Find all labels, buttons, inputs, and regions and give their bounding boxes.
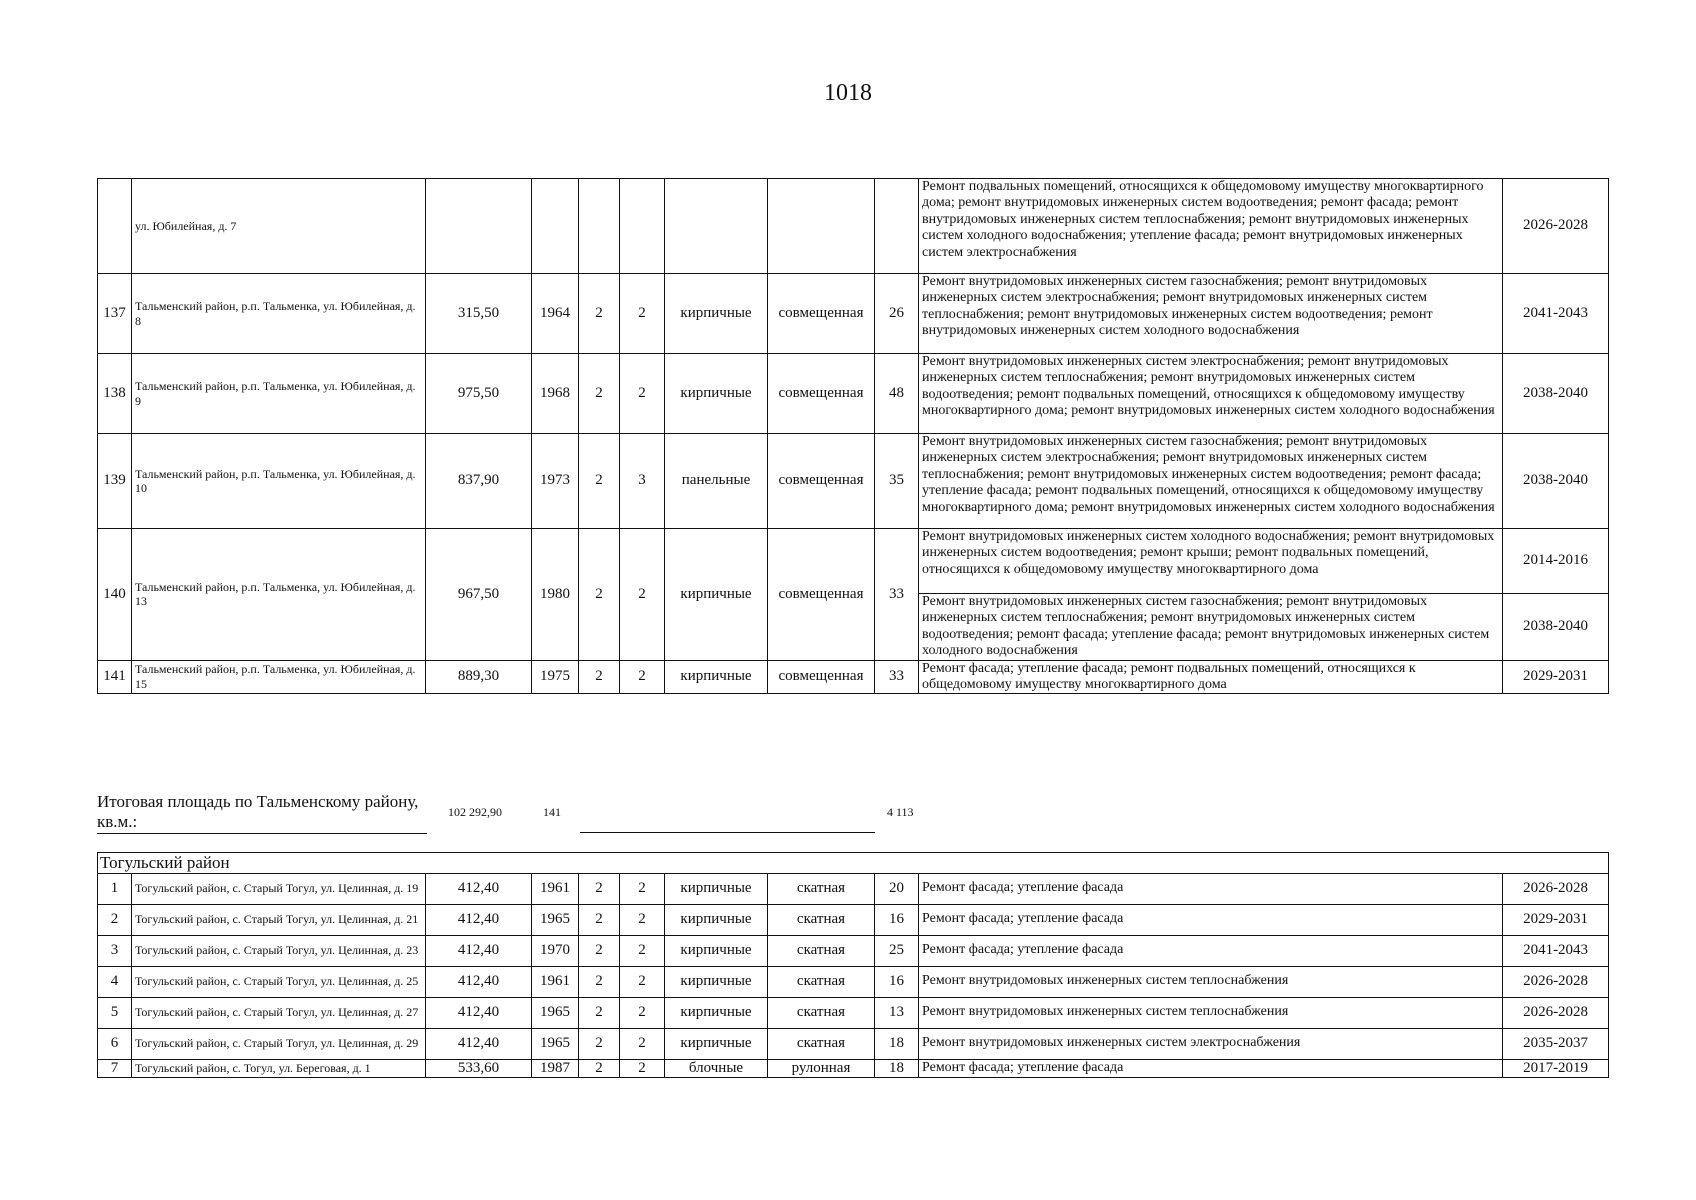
address-cell: Тальменский район, р.п. Тальменка, ул. Юбилейная, д. 9 bbox=[132, 354, 426, 434]
floors-cell: 2 bbox=[579, 529, 620, 661]
address-cell: Тальменский район, р.п. Тальменка, ул. Юбилейная, д. 15 bbox=[132, 660, 426, 694]
table-row bbox=[98, 904, 1609, 935]
year-cell: 1970 bbox=[532, 935, 579, 966]
works-cell: Ремонт внутридомовых инженерных систем холодного водоснабжения; ремонт внутридомовых инженерных систем водоотведения; ремонт крыши; ремонт подвальных помещений, относящихся к общедомовому имуществу многоквартирного дома bbox=[919, 529, 1503, 594]
walls-cell: кирпичные bbox=[665, 997, 768, 1028]
apartments-cell: 20 bbox=[875, 873, 919, 904]
row-number: 139 bbox=[98, 434, 132, 529]
address-cell: Тогульский район, с. Старый Тогул, ул. Целинная, д. 19 bbox=[132, 873, 426, 904]
area-cell: 412,40 bbox=[426, 873, 532, 904]
floors-cell: 2 bbox=[579, 997, 620, 1028]
row-number: 6 bbox=[98, 1028, 132, 1059]
roof-cell: скатная bbox=[768, 997, 875, 1028]
roof-cell: скатная bbox=[768, 873, 875, 904]
walls-cell: кирпичные bbox=[665, 529, 768, 661]
floors-cell: 2 bbox=[579, 904, 620, 935]
row-number: 141 bbox=[98, 660, 132, 694]
address-cell: Тогульский район, с. Тогул, ул. Береговая, д. 1 bbox=[132, 1059, 426, 1077]
area-cell: 412,40 bbox=[426, 904, 532, 935]
works-cell: Ремонт внутридомовых инженерных систем электроснабжения; ремонт внутридомовых инженерных систем теплоснабжения; ремонт внутридомовых инженерных систем водоотведения; ремонт подвальных помещений, относящихся к общедомовому имуществу многоквартирного дома; ремонт внутридомовых инженерных систем холодного водоснабжения bbox=[919, 354, 1503, 434]
area-cell: 533,60 bbox=[426, 1059, 532, 1077]
roof-cell: совмещенная bbox=[768, 274, 875, 354]
period-cell: 2035-2037 bbox=[1503, 1028, 1609, 1059]
table-row bbox=[98, 274, 1609, 354]
walls-cell: кирпичные bbox=[665, 904, 768, 935]
floors-cell: 2 bbox=[579, 1059, 620, 1077]
year-cell: 1965 bbox=[532, 1028, 579, 1059]
entrances-cell: 2 bbox=[620, 873, 665, 904]
apartments-cell: 16 bbox=[875, 904, 919, 935]
floors-cell bbox=[579, 179, 620, 274]
total-apartments: 4 113 bbox=[887, 805, 914, 819]
area-cell: 967,50 bbox=[426, 529, 532, 661]
walls-cell: кирпичные bbox=[665, 274, 768, 354]
year-cell: 1973 bbox=[532, 434, 579, 529]
roof-cell: совмещенная bbox=[768, 354, 875, 434]
floors-cell: 2 bbox=[579, 660, 620, 694]
roof-cell: совмещенная bbox=[768, 434, 875, 529]
row-number: 4 bbox=[98, 966, 132, 997]
table-row bbox=[98, 434, 1609, 529]
period-cell: 2029-2031 bbox=[1503, 660, 1609, 694]
entrances-cell bbox=[620, 179, 665, 274]
roof-cell: совмещенная bbox=[768, 529, 875, 661]
period-cell: 2041-2043 bbox=[1503, 935, 1609, 966]
entrances-cell: 2 bbox=[620, 935, 665, 966]
table-row bbox=[98, 1059, 1609, 1077]
works-cell: Ремонт внутридомовых инженерных систем газоснабжения; ремонт внутридомовых инженерных систем электроснабжения; ремонт внутридомовых инженерных систем теплоснабжения; ремонт внутридомовых инженерных систем водоотведения; ремонт фасада; утепление фасада; ремонт подвальных помещений, относящихся к общедомовому имуществу многоквартирного дома; ремонт внутридомовых инженерных систем холодного водоснабжения bbox=[919, 434, 1503, 529]
works-cell: Ремонт внутридомовых инженерных систем газоснабжения; ремонт внутридомовых инженерных систем теплоснабжения; ремонт внутридомовых инженерных систем водоотведения; ремонт фасада; утепление фасада; ремонт внутридомовых инженерных систем холодного водоснабжения bbox=[919, 594, 1503, 661]
entrances-cell: 3 bbox=[620, 434, 665, 529]
area-cell: 889,30 bbox=[426, 660, 532, 694]
year-cell: 1980 bbox=[532, 529, 579, 661]
floors-cell: 2 bbox=[579, 354, 620, 434]
floors-cell: 2 bbox=[579, 434, 620, 529]
address-cell: Тогульский район, с. Старый Тогул, ул. Целинная, д. 21 bbox=[132, 904, 426, 935]
row-number: 137 bbox=[98, 274, 132, 354]
area-cell: 315,50 bbox=[426, 274, 532, 354]
roof-cell: скатная bbox=[768, 966, 875, 997]
area-cell: 837,90 bbox=[426, 434, 532, 529]
period-cell: 2014-2016 bbox=[1503, 529, 1609, 594]
period-cell: 2026-2028 bbox=[1503, 966, 1609, 997]
year-cell: 1987 bbox=[532, 1059, 579, 1077]
roof-cell: рулонная bbox=[768, 1059, 875, 1077]
period-cell: 2017-2019 bbox=[1503, 1059, 1609, 1077]
row-number: 140 bbox=[98, 529, 132, 661]
area-cell: 975,50 bbox=[426, 354, 532, 434]
floors-cell: 2 bbox=[579, 935, 620, 966]
roof-cell: скатная bbox=[768, 935, 875, 966]
works-cell: Ремонт фасада; утепление фасада bbox=[919, 873, 1503, 904]
works-cell: Ремонт фасада; утепление фасада; ремонт подвальных помещений, относящихся к общедомовому имуществу многоквартирного дома bbox=[919, 660, 1503, 694]
total-area: 102 292,90 bbox=[448, 805, 502, 819]
table-row bbox=[98, 997, 1609, 1028]
walls-cell: блочные bbox=[665, 1059, 768, 1077]
roof-cell: совмещенная bbox=[768, 660, 875, 694]
roof-cell: скатная bbox=[768, 1028, 875, 1059]
apartments-cell: 18 bbox=[875, 1059, 919, 1077]
period-cell: 2038-2040 bbox=[1503, 434, 1609, 529]
entrances-cell: 2 bbox=[620, 274, 665, 354]
apartments-cell: 33 bbox=[875, 660, 919, 694]
entrances-cell: 2 bbox=[620, 1028, 665, 1059]
walls-cell: панельные bbox=[665, 434, 768, 529]
walls-cell: кирпичные bbox=[665, 660, 768, 694]
table-row bbox=[98, 179, 1609, 274]
walls-cell: кирпичные bbox=[665, 873, 768, 904]
apartments-cell: 26 bbox=[875, 274, 919, 354]
works-cell: Ремонт подвальных помещений, относящихся к общедомовому имуществу многоквартирного дома; ремонт внутридомовых инженерных систем водоотведения; ремонт фасада; ремонт внутридомовых инженерных систем теплоснабжения; ремонт внутридомовых инженерных систем холодного водоснабжения; утепление фасада; ремонт внутридомовых инженерных систем электроснабжения bbox=[919, 179, 1503, 274]
period-cell: 2026-2028 bbox=[1503, 997, 1609, 1028]
floors-cell: 2 bbox=[579, 274, 620, 354]
entrances-cell: 2 bbox=[620, 354, 665, 434]
table-row bbox=[98, 354, 1609, 434]
year-cell: 1965 bbox=[532, 904, 579, 935]
address-cell: Тогульский район, с. Старый Тогул, ул. Целинная, д. 29 bbox=[132, 1028, 426, 1059]
table-row bbox=[98, 966, 1609, 997]
address-cell: Тогульский район, с. Старый Тогул, ул. Целинная, д. 23 bbox=[132, 935, 426, 966]
table-row bbox=[98, 529, 1609, 594]
apartments-cell: 25 bbox=[875, 935, 919, 966]
year-cell bbox=[532, 179, 579, 274]
works-cell: Ремонт внутридомовых инженерных систем теплоснабжения bbox=[919, 966, 1503, 997]
apartments-cell bbox=[875, 179, 919, 274]
area-cell: 412,40 bbox=[426, 935, 532, 966]
area-cell: 412,40 bbox=[426, 997, 532, 1028]
total-count: 141 bbox=[543, 805, 561, 819]
housing-table-togulsky bbox=[97, 852, 1609, 1078]
period-cell: 2026-2028 bbox=[1503, 873, 1609, 904]
period-cell: 2038-2040 bbox=[1503, 594, 1609, 661]
region-title: Тогульский район bbox=[98, 853, 1609, 874]
period-cell: 2038-2040 bbox=[1503, 354, 1609, 434]
entrances-cell: 2 bbox=[620, 904, 665, 935]
works-cell: Ремонт внутридомовых инженерных систем электроснабжения bbox=[919, 1028, 1503, 1059]
period-cell: 2041-2043 bbox=[1503, 274, 1609, 354]
entrances-cell: 2 bbox=[620, 660, 665, 694]
walls-cell: кирпичные bbox=[665, 966, 768, 997]
area-cell bbox=[426, 179, 532, 274]
year-cell: 1975 bbox=[532, 660, 579, 694]
table-row bbox=[98, 1028, 1609, 1059]
works-cell: Ремонт внутридомовых инженерных систем теплоснабжения bbox=[919, 997, 1503, 1028]
address-cell: ул. Юбилейная, д. 7 bbox=[132, 179, 426, 274]
year-cell: 1961 bbox=[532, 966, 579, 997]
floors-cell: 2 bbox=[579, 873, 620, 904]
works-cell: Ремонт внутридомовых инженерных систем газоснабжения; ремонт внутридомовых инженерных систем электроснабжения; ремонт внутридомовых инженерных систем теплоснабжения; ремонт внутридомовых инженерных систем водоотведения; ремонт внутридомовых инженерных систем холодного водоснабжения bbox=[919, 274, 1503, 354]
works-cell: Ремонт фасада; утепление фасада bbox=[919, 1059, 1503, 1077]
address-cell: Тальменский район, р.п. Тальменка, ул. Юбилейная, д. 13 bbox=[132, 529, 426, 661]
walls-cell: кирпичные bbox=[665, 1028, 768, 1059]
row-number: 5 bbox=[98, 997, 132, 1028]
row-number: 1 bbox=[98, 873, 132, 904]
address-cell: Тогульский район, с. Старый Тогул, ул. Целинная, д. 27 bbox=[132, 997, 426, 1028]
entrances-cell: 2 bbox=[620, 529, 665, 661]
year-cell: 1965 bbox=[532, 997, 579, 1028]
walls-cell: кирпичные bbox=[665, 935, 768, 966]
apartments-cell: 13 bbox=[875, 997, 919, 1028]
apartments-cell: 18 bbox=[875, 1028, 919, 1059]
area-cell: 412,40 bbox=[426, 966, 532, 997]
period-cell: 2029-2031 bbox=[1503, 904, 1609, 935]
apartments-cell: 48 bbox=[875, 354, 919, 434]
row-number bbox=[98, 179, 132, 274]
table-row bbox=[98, 935, 1609, 966]
works-cell: Ремонт фасада; утепление фасада bbox=[919, 904, 1503, 935]
table-row bbox=[98, 873, 1609, 904]
total-underline bbox=[580, 832, 875, 833]
floors-cell: 2 bbox=[579, 966, 620, 997]
address-cell: Тальменский район, р.п. Тальменка, ул. Юбилейная, д. 10 bbox=[132, 434, 426, 529]
apartments-cell: 33 bbox=[875, 529, 919, 661]
year-cell: 1964 bbox=[532, 274, 579, 354]
walls-cell bbox=[665, 179, 768, 274]
year-cell: 1968 bbox=[532, 354, 579, 434]
apartments-cell: 16 bbox=[875, 966, 919, 997]
period-cell: 2026-2028 bbox=[1503, 179, 1609, 274]
area-cell: 412,40 bbox=[426, 1028, 532, 1059]
table-row bbox=[98, 660, 1609, 694]
address-cell: Тогульский район, с. Старый Тогул, ул. Целинная, д. 25 bbox=[132, 966, 426, 997]
walls-cell: кирпичные bbox=[665, 354, 768, 434]
apartments-cell: 35 bbox=[875, 434, 919, 529]
roof-cell: скатная bbox=[768, 904, 875, 935]
total-label: Итоговая площадь по Тальменскому району, кв.м.: bbox=[97, 792, 427, 834]
row-number: 2 bbox=[98, 904, 132, 935]
entrances-cell: 2 bbox=[620, 966, 665, 997]
works-cell: Ремонт фасада; утепление фасада bbox=[919, 935, 1503, 966]
entrances-cell: 2 bbox=[620, 1059, 665, 1077]
entrances-cell: 2 bbox=[620, 997, 665, 1028]
roof-cell bbox=[768, 179, 875, 274]
row-number: 7 bbox=[98, 1059, 132, 1077]
page-number: 1018 bbox=[824, 80, 872, 106]
housing-table-talmensky bbox=[97, 178, 1609, 694]
row-number: 138 bbox=[98, 354, 132, 434]
row-number: 3 bbox=[98, 935, 132, 966]
year-cell: 1961 bbox=[532, 873, 579, 904]
floors-cell: 2 bbox=[579, 1028, 620, 1059]
address-cell: Тальменский район, р.п. Тальменка, ул. Юбилейная, д. 8 bbox=[132, 274, 426, 354]
